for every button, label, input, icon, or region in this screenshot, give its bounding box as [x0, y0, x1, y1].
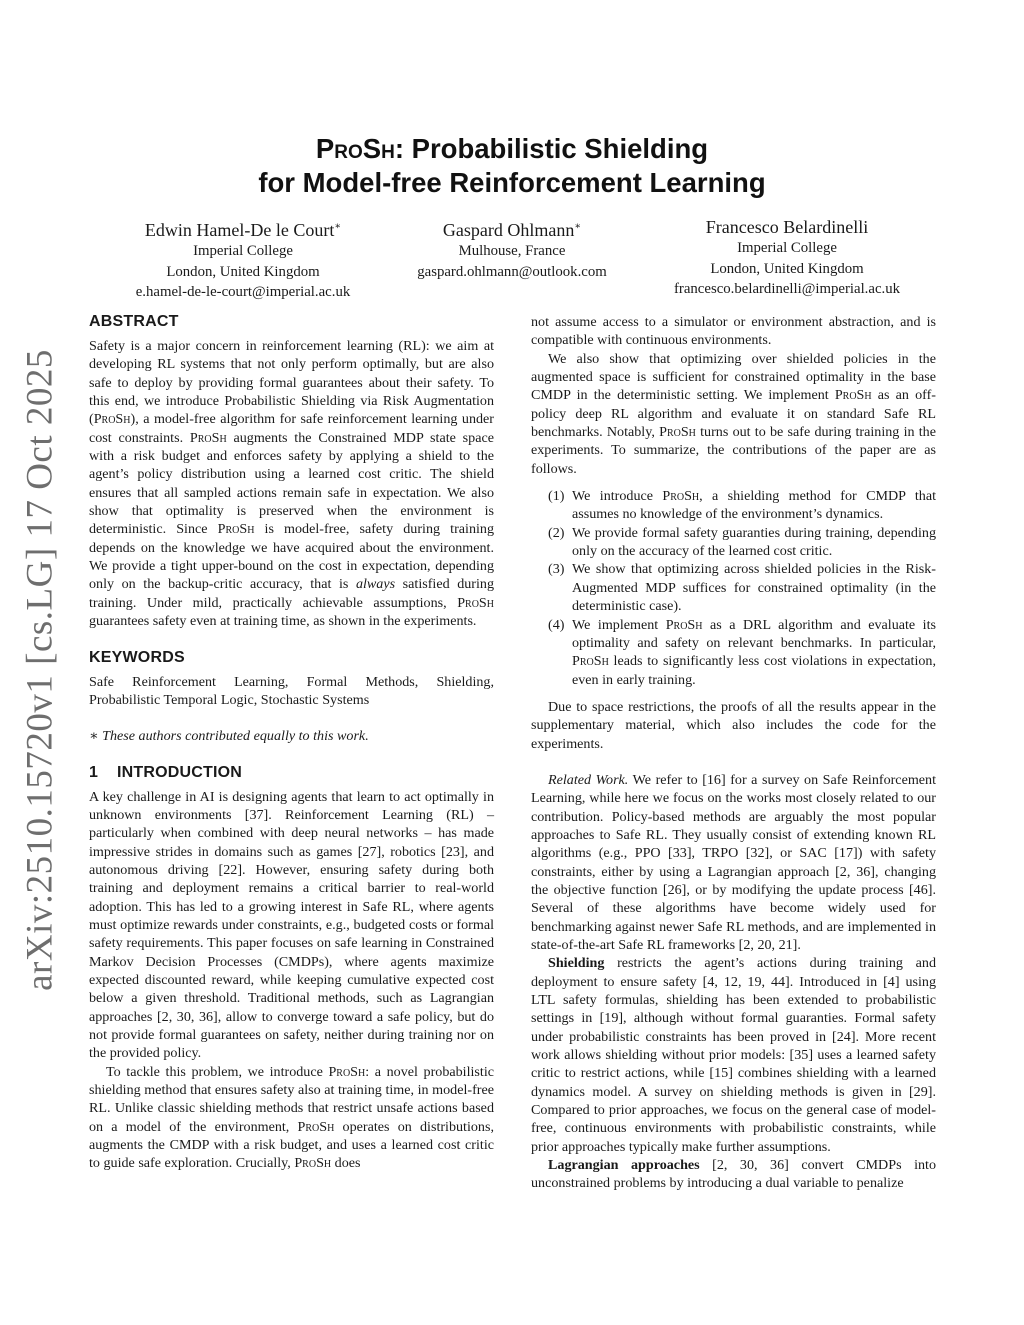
- left-column: [89, 312, 494, 1173]
- right-paragraph-2: Due to space restrictions, the proofs of all the results appear in the supplementary material, which also includes the code for the experiments.: [531, 698, 936, 752]
- title-line1-rest: : Probabilistic Shielding: [394, 133, 709, 164]
- author-block: [98, 216, 388, 303]
- author-name: Gaspard Ohlmann: [442, 220, 575, 240]
- section-number: 1: [89, 763, 99, 781]
- author-email[interactable]: e.hamel-de-le-court@imperial.ac.uk: [135, 284, 351, 300]
- title-system-name: ProSh: [315, 133, 395, 164]
- footnote-mark: ∗: [89, 728, 99, 745]
- lagrangian-paragraph: Lagrangian approaches [2, 30, 36] convert CMDPs into unconstrained problems by introducing a dual variable to penalize: [531, 1157, 936, 1192]
- abstract-heading: ABSTRACT: [89, 313, 179, 330]
- contributions-list: [531, 487, 936, 689]
- list-item: (4) We implement ProSh as a DRL algorithm and evaluate its optimality and safety on relevant benchmarks. In particular, ProSh leads to significantly less cost violations in expectation, even in early training.: [548, 616, 936, 688]
- introduction-heading: [89, 763, 494, 783]
- author-name: Edwin Hamel-De le Court: [144, 220, 335, 240]
- author-block: [642, 216, 932, 300]
- arxiv-sidebar: [18, 349, 62, 991]
- list-item: (1) We introduce ProSh, a shielding method for CMDP that assumes no knowledge of the environment’s dynamics.: [548, 488, 936, 523]
- paper-title: [0, 132, 1024, 200]
- keywords-text: Safe Reinforcement Learning, Formal Methods, Shielding, Probabilistic Temporal Logic, Stochastic Systems: [89, 673, 494, 708]
- author-email[interactable]: gaspard.ohlmann@outlook.com: [417, 263, 607, 280]
- related-work-label: Related Work.: [548, 771, 629, 788]
- abstract-paragraph: Safety is a major concern in reinforcement learning (RL): we aim at developing RL systems that not only perform optimally, but are also safe to deploy by providing formal guarantees about their safety. To this end, we introduce Probabilistic Shielding via Risk Augmentation (ProSh), a model-free algorithm for safe reinforcement learning under cost constraints. ProSh augments the Constrained MDP state space with a risk budget and enforces safety by applying a shield to the agent’s policy distribution using a learned cost critic. The shield ensures that all sampled actions remain safe in expectation. We also show that optimality is preserved when the environment is deterministic. Since ProSh is model-free, safety during training depends on the knowledge we have acquired about the environment. We provide a tight upper-bound on the cost in expectation, depending only on the backup-critic accuracy, that is always satisfied during training. Under mild, practically achievable assumptions, ProSh guarantees safety even at training time, as shown in the experiments.: [89, 338, 495, 630]
- equal-contribution-mark: ∗: [574, 221, 582, 232]
- intro-paragraph-1: A key challenge in AI is designing agents that learn to act optimally in unknown environments [37]. Reinforcement Learning (RL) – particularly when combined with deep neural networks – has made impressive strides in domains such as games [27], robotics [23], and autonomous driving [22]. However, ensuring safety during both training and deployment remains a critical barrier to real-world adoption. This has led to a growing interest in Safe RL, where agents must optimize rewards under constraints, e.g., budgeted costs or formal safety requirements. This paper focuses on safe learning in Constrained Markov Decision Processes (CMDPs), where agents maximize expected discounted reward, while keeping cumulative expected cost below a given threshold. Traditional methods, such as Lagrangian approaches [2, 30, 36], allow to converge toward a safe policy, but do not provide formal guarantees on safety, neither during training nor on the provided policy.: [89, 788, 494, 1062]
- author-affiliation: Mulhouse, France: [458, 243, 566, 259]
- author-affiliation: Imperial College: [193, 243, 293, 259]
- lagrangian-label: Lagrangian approaches: [548, 1157, 700, 1174]
- shielding-paragraph: Shielding restricts the agent’s actions during training and deployment to ensure safety [4, 12, 19, 44]. Introduced in [4] using LTL safety formulas, shielding has been extended to probabilistic settings in [19], although without formal guaranties. Formal safety under probabilistic constraints has been proved in [24]. More recent work allows shielding without prior models: [35] uses a learned safety critic to restrict actions, while [15] combines shielding with a learned dynamics model. A survey on shielding methods is given in [29]. Compared to prior approaches, we focus on the general case of model-free, continuous environments with probabilistic constraints, while prior approaches typically make further assumptions.: [531, 955, 936, 1155]
- list-item: (3) We show that optimizing across shielded policies in the Risk-Augmented MDP suffices for constrained optimality (in the deterministic case).: [548, 561, 936, 615]
- footnote: [89, 727, 494, 745]
- author-block: [382, 216, 642, 282]
- author-affiliation: Imperial College: [737, 240, 837, 256]
- author-location: London, United Kingdom: [710, 260, 864, 277]
- footnote-text: These authors contributed equally to this work.: [102, 728, 369, 745]
- right-paragraph-1: We also show that optimizing over shielded policies in the augmented space is sufficient for constrained optimality in the base CMDP in the deterministic setting. We implement ProSh as an off-policy deep RL algorithm and evaluate it on standard Safe RL benchmarks. Notably, ProSh turns out to be safe during training in the experiments. To summarize, the contributions of the paper are as follows.: [531, 350, 936, 477]
- intro-paragraph-2: To tackle this problem, we introduce ProSh: a novel probabilistic shielding method that ensures safety also at training time, in model-free RL. Unlike classic shielding methods that restrict unsafe actions based on a model of the environment, ProSh operates on distributions, augments the CMDP with a risk budget, and uses a learned cost critic to guide safe exploration. Crucially, ProSh does: [89, 1063, 494, 1172]
- related-work-paragraph: Related Work. We refer to [16] for a survey on Safe Reinforcement Learning, while here we focus on the works most closely related to our contribution. Policy-based methods are arguably the most popular approaches to Safe RL. They usually consist of extending known RL algorithms (e.g., PPO [33], TRPO [32], or SAC [17]) with safety constraints, either by using a Lagrangian approach [2, 36], changing the objective function [26], or by modifying the update process [46]. Several of these algorithms have become widely used for benchmarking against newer Safe RL methods, and are implemented in state-of-the-art Safe RL frameworks [2, 20, 21].: [531, 771, 937, 953]
- keywords-heading: KEYWORDS: [89, 648, 185, 666]
- list-item: (2) We provide formal safety guaranties during training, depending only on the accuracy of the learned cost critic.: [548, 524, 936, 560]
- shielding-label: Shielding: [548, 955, 605, 972]
- section-title: INTRODUCTION: [117, 763, 243, 781]
- arxiv-identifier: arXiv:2510.15720v1 [cs.LG] 17 Oct 2025: [19, 349, 61, 991]
- author-name: Francesco Belardinelli: [705, 217, 869, 237]
- author-email[interactable]: francesco.belardinelli@imperial.ac.uk: [673, 281, 901, 297]
- author-location: London, United Kingdom: [166, 263, 320, 280]
- equal-contribution-mark: ∗: [334, 221, 342, 232]
- right-paragraph-continuation: not assume access to a simulator or environment abstraction, and is compatible with continuous environments.: [531, 314, 936, 349]
- title-line2: for Model-free Reinforcement Learning: [258, 167, 766, 198]
- right-column: [531, 313, 936, 1193]
